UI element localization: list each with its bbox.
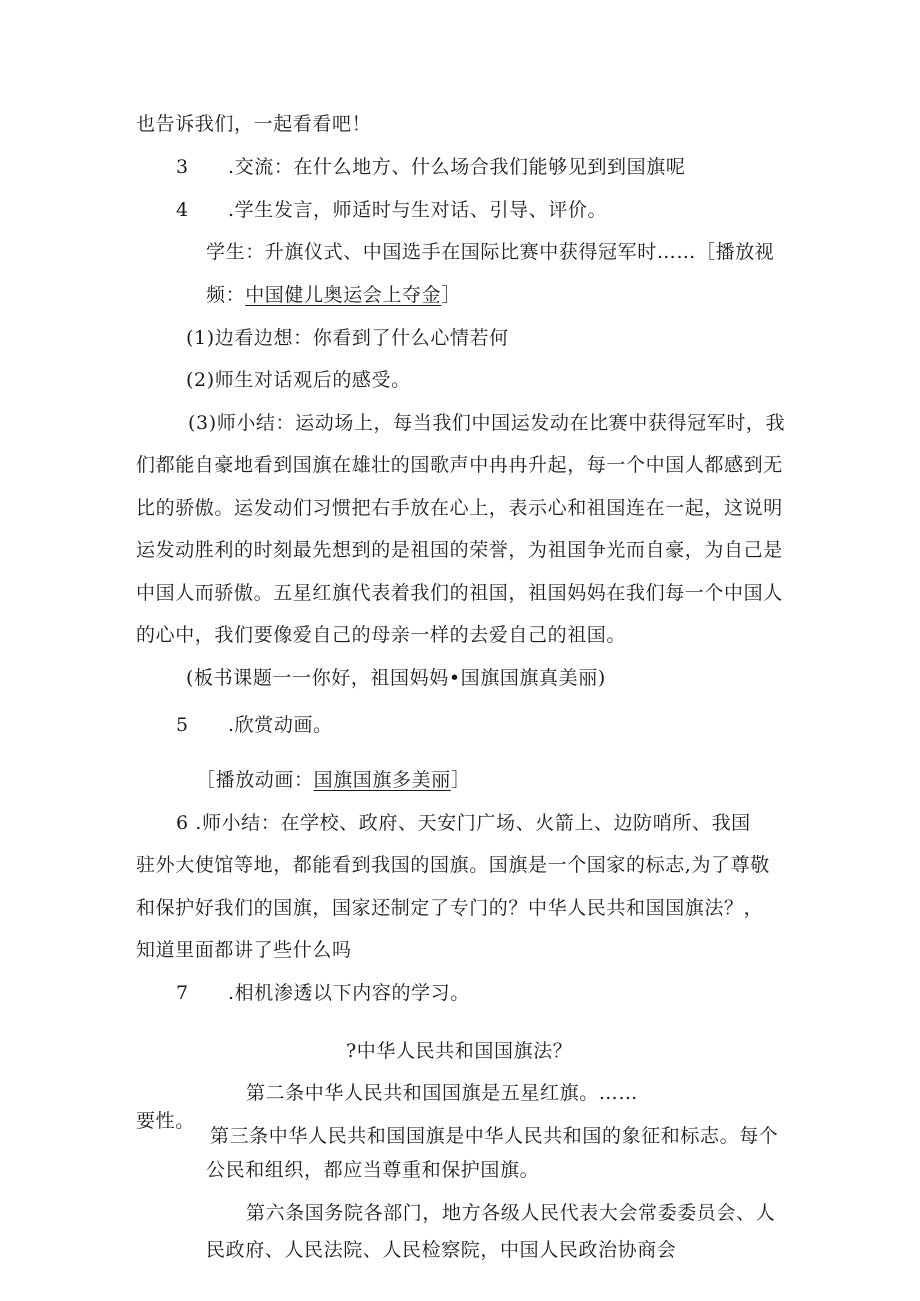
sub-item: (3)师小结：运动场上，每当我们中国运发动在比赛中获得冠军时，我 — [188, 412, 786, 434]
text-span: 频： — [206, 284, 246, 306]
item-number: 3 — [176, 156, 189, 178]
text-span: ［播放动画： — [196, 769, 314, 791]
animation-title-link: 国旗国旗多美丽 — [313, 769, 451, 791]
law-title: ?中华人民共和国国旗法？ — [346, 1040, 573, 1062]
text-line: 的心中，我们要像爱自己的母亲一样的去爱自己的祖国。 — [136, 624, 627, 646]
item-text: .学生发言，师适时与生对话、引导、评价。 — [228, 199, 608, 221]
side-note: 要性。 — [136, 1110, 195, 1132]
item-text: .交流：在什么地方、什么场合我们能够见到到国旗呢 — [228, 156, 686, 178]
text-span: ］ — [441, 284, 461, 306]
law-article: 第三条中华人民共和国国旗是中华人民共和国的象征和标志。每个 — [210, 1125, 779, 1147]
text-line: 驻外大使馆等地，都能看到我国的国旗。国旗是一个国家的标志,为了尊敬 — [136, 854, 770, 876]
text-span: ］ — [450, 769, 471, 791]
law-article: 第二条中华人民共和国国旗是五星红旗。…… — [246, 1082, 639, 1104]
text-line: 和保护好我们的国旗，国家还制定了专门的？中华人民共和国国旗法？， — [136, 897, 764, 919]
item-number: 7 — [176, 982, 189, 1004]
sub-item: (2)师生对话观后的感受。 — [186, 369, 411, 391]
item-text: .相机渗透以下内容的学习。 — [228, 982, 470, 1004]
text-line: 公民和组织，都应当尊重和保护国旗。 — [206, 1159, 540, 1181]
item-number: 5 — [176, 714, 189, 736]
item-text: .欣赏动画。 — [228, 714, 333, 736]
text-line: 民政府、人民法院、人民检察院，中国人民政治协商会 — [206, 1239, 677, 1261]
text-line — [206, 283, 461, 307]
sub-item: (1)边看边想：你看到了什么心情若何 — [186, 327, 509, 349]
text-line: 知道里面都讲了些什么吗 — [136, 939, 352, 961]
item-text: 6 .师小结：在学校、政府、天安门广场、火箭上、边防哨所、我国 — [176, 812, 751, 834]
text-line: 中国人而骄傲。五星红旗代表着我们的祖国，祖国妈妈在我们每一个中国人 — [136, 582, 783, 604]
video-title-link: 中国健儿奥运会上夺金 — [245, 284, 442, 306]
text-line: 学生：升旗仪式、中国选手在国际比赛中获得冠军时……［播放视 — [206, 241, 775, 263]
text-line: 比的骄傲。运发动们习惯把右手放在心上，表示心和祖国连在一起，这说明 — [136, 497, 783, 519]
text-line — [196, 768, 470, 792]
text-line: 们都能自豪地看到国旗在雄壮的国歌声中冉冉升起，每一个中国人都感到无 — [136, 454, 783, 476]
item-number: 4 — [176, 199, 189, 221]
law-article: 第六条国务院各部门，地方各级人民代表大会常委委员会、人 — [246, 1202, 776, 1224]
text-line: 运发动胜利的时刻最先想到的是祖国的荣誉，为祖国争光而自豪，为自己是 — [136, 539, 783, 561]
board-note: (板书课题一一你好，祖国妈妈•国旗国旗真美丽) — [186, 667, 606, 689]
text-line: 也告诉我们，一起看看吧！ — [136, 113, 372, 135]
